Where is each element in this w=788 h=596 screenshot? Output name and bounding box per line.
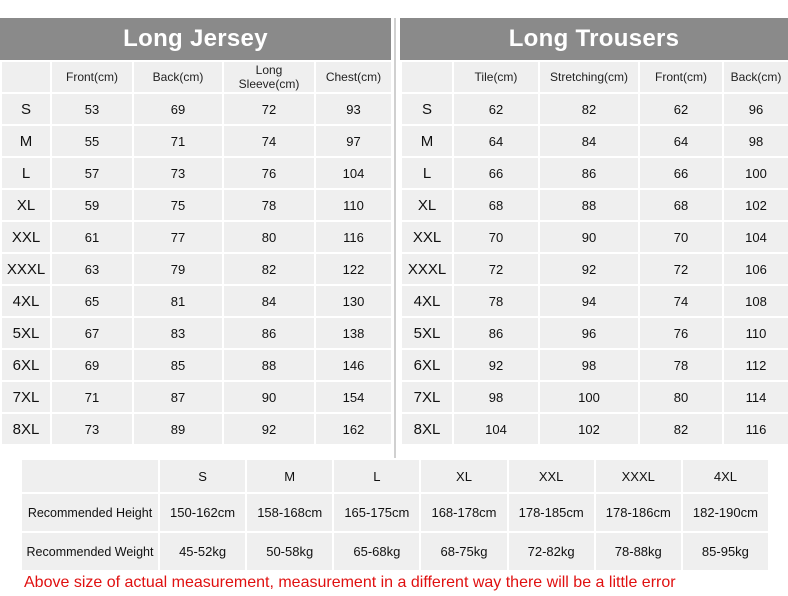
table-cell: 98	[539, 349, 639, 381]
table-row	[401, 349, 788, 381]
column-header: L	[333, 459, 420, 493]
column-header: XXL	[508, 459, 595, 493]
column-header: S	[159, 459, 246, 493]
table-cell: 62	[453, 93, 539, 125]
table-cell: 73	[51, 413, 133, 445]
table-header-row	[401, 61, 788, 93]
table-row	[401, 125, 788, 157]
column-header: Stretching(cm)	[539, 61, 639, 93]
table-cell: 59	[51, 189, 133, 221]
table-header-row	[21, 459, 769, 493]
table-cell: 83	[133, 317, 223, 349]
table-row	[1, 349, 392, 381]
table-cell: 138	[315, 317, 392, 349]
table-cell: 69	[133, 93, 223, 125]
table-cell: 81	[133, 285, 223, 317]
table-cell: 102	[539, 413, 639, 445]
table-cell: 96	[539, 317, 639, 349]
row-label-cell: L	[401, 157, 453, 189]
table-row	[401, 413, 788, 445]
table-cell: 168-178cm	[420, 493, 507, 532]
table-cell: 57	[51, 157, 133, 189]
table-cell: 110	[723, 317, 788, 349]
table-cell: 68	[453, 189, 539, 221]
row-label-cell: XL	[1, 189, 51, 221]
table-cell: 80	[639, 381, 723, 413]
table-row	[1, 221, 392, 253]
recommendation-table	[20, 458, 770, 572]
table-cell: 88	[223, 349, 315, 381]
row-label-cell: 7XL	[1, 381, 51, 413]
table-cell: 78	[639, 349, 723, 381]
column-header: 4XL	[682, 459, 769, 493]
table-row	[1, 125, 392, 157]
header-corner-cell	[21, 459, 159, 493]
table-cell: 67	[51, 317, 133, 349]
table-cell: 72	[639, 253, 723, 285]
table-cell: 66	[453, 157, 539, 189]
table-row	[1, 189, 392, 221]
table-cell: 86	[223, 317, 315, 349]
table-cell: 86	[539, 157, 639, 189]
table-row	[401, 93, 788, 125]
table-header-row	[1, 61, 392, 93]
table-cell: 106	[723, 253, 788, 285]
row-label-cell: Recommended Height	[21, 493, 159, 532]
row-label-cell: 6XL	[401, 349, 453, 381]
table-cell: 74	[639, 285, 723, 317]
table-row	[1, 285, 392, 317]
column-header: Front(cm)	[639, 61, 723, 93]
table-cell: 84	[539, 125, 639, 157]
table-row	[401, 285, 788, 317]
table-cell: 66	[639, 157, 723, 189]
table-cell: 178-185cm	[508, 493, 595, 532]
table-cell: 53	[51, 93, 133, 125]
column-header: XXXL	[595, 459, 682, 493]
column-header: Chest(cm)	[315, 61, 392, 93]
table-row	[21, 493, 769, 532]
table-row	[1, 317, 392, 349]
long-jersey-title: Long Jersey	[0, 18, 391, 60]
table-row	[1, 253, 392, 285]
table-cell: 112	[723, 349, 788, 381]
table-row	[1, 157, 392, 189]
row-label-cell: XXL	[1, 221, 51, 253]
row-label-cell: S	[401, 93, 453, 125]
row-label-cell: L	[1, 157, 51, 189]
table-cell: 146	[315, 349, 392, 381]
row-label-cell: 8XL	[401, 413, 453, 445]
row-label-cell: 5XL	[401, 317, 453, 349]
table-cell: 73	[133, 157, 223, 189]
row-label-cell: 8XL	[1, 413, 51, 445]
table-cell: 75	[133, 189, 223, 221]
table-cell: 154	[315, 381, 392, 413]
table-cell: 90	[223, 381, 315, 413]
table-row	[401, 221, 788, 253]
table-cell: 85-95kg	[682, 532, 769, 571]
table-cell: 100	[723, 157, 788, 189]
table-cell: 72	[453, 253, 539, 285]
table-cell: 110	[315, 189, 392, 221]
row-label-cell: 6XL	[1, 349, 51, 381]
table-row	[21, 532, 769, 571]
table-cell: 64	[639, 125, 723, 157]
table-cell: 62	[639, 93, 723, 125]
table-cell: 64	[453, 125, 539, 157]
table-cell: 104	[315, 157, 392, 189]
table-cell: 65	[51, 285, 133, 317]
header-corner-cell	[1, 61, 51, 93]
table-cell: 82	[223, 253, 315, 285]
table-cell: 55	[51, 125, 133, 157]
table-cell: 72-82kg	[508, 532, 595, 571]
table-cell: 76	[223, 157, 315, 189]
table-cell: 104	[453, 413, 539, 445]
table-cell: 84	[223, 285, 315, 317]
column-header: Long Sleeve(cm)	[223, 61, 315, 93]
row-label-cell: Recommended Weight	[21, 532, 159, 571]
row-label-cell: XXL	[401, 221, 453, 253]
row-label-cell: M	[401, 125, 453, 157]
column-header: Back(cm)	[723, 61, 788, 93]
table-cell: 122	[315, 253, 392, 285]
row-label-cell: S	[1, 93, 51, 125]
table-cell: 68	[639, 189, 723, 221]
table-cell: 71	[51, 381, 133, 413]
table-row	[1, 413, 392, 445]
table-cell: 78	[223, 189, 315, 221]
column-header: Tile(cm)	[453, 61, 539, 93]
table-cell: 165-175cm	[333, 493, 420, 532]
table-cell: 85	[133, 349, 223, 381]
table-cell: 102	[723, 189, 788, 221]
table-cell: 182-190cm	[682, 493, 769, 532]
table-cell: 65-68kg	[333, 532, 420, 571]
table-cell: 108	[723, 285, 788, 317]
table-cell: 97	[315, 125, 392, 157]
long-jersey-panel	[0, 18, 391, 446]
panel-divider	[394, 18, 396, 458]
table-cell: 82	[639, 413, 723, 445]
table-cell: 86	[453, 317, 539, 349]
table-cell: 92	[223, 413, 315, 445]
column-header: Back(cm)	[133, 61, 223, 93]
table-cell: 93	[315, 93, 392, 125]
table-cell: 70	[453, 221, 539, 253]
table-cell: 100	[539, 381, 639, 413]
table-cell: 78-88kg	[595, 532, 682, 571]
table-cell: 116	[315, 221, 392, 253]
table-cell: 98	[453, 381, 539, 413]
row-label-cell: XL	[401, 189, 453, 221]
table-cell: 69	[51, 349, 133, 381]
table-cell: 74	[223, 125, 315, 157]
table-cell: 178-186cm	[595, 493, 682, 532]
table-cell: 104	[723, 221, 788, 253]
column-header: Front(cm)	[51, 61, 133, 93]
table-cell: 92	[453, 349, 539, 381]
table-cell: 79	[133, 253, 223, 285]
table-cell: 72	[223, 93, 315, 125]
table-row	[1, 381, 392, 413]
row-label-cell: XXXL	[401, 253, 453, 285]
table-cell: 98	[723, 125, 788, 157]
table-cell: 87	[133, 381, 223, 413]
row-label-cell: 4XL	[1, 285, 51, 317]
table-row	[401, 189, 788, 221]
header-corner-cell	[401, 61, 453, 93]
table-cell: 82	[539, 93, 639, 125]
measurement-note: Above size of actual measurement, measurement in a different way there will be a little error	[24, 574, 676, 591]
recommendation-panel	[20, 458, 770, 572]
table-cell: 68-75kg	[420, 532, 507, 571]
table-cell: 89	[133, 413, 223, 445]
table-cell: 50-58kg	[246, 532, 333, 571]
column-header: M	[246, 459, 333, 493]
table-row	[401, 317, 788, 349]
table-row	[401, 253, 788, 285]
table-cell: 150-162cm	[159, 493, 246, 532]
table-cell: 96	[723, 93, 788, 125]
table-cell: 94	[539, 285, 639, 317]
row-label-cell: XXXL	[1, 253, 51, 285]
long-trousers-table	[400, 60, 788, 446]
table-cell: 76	[639, 317, 723, 349]
table-cell: 77	[133, 221, 223, 253]
long-trousers-panel	[400, 18, 788, 446]
table-cell: 162	[315, 413, 392, 445]
table-cell: 114	[723, 381, 788, 413]
table-cell: 130	[315, 285, 392, 317]
row-label-cell: 7XL	[401, 381, 453, 413]
table-cell: 71	[133, 125, 223, 157]
row-label-cell: 4XL	[401, 285, 453, 317]
long-jersey-table	[0, 60, 393, 446]
table-cell: 63	[51, 253, 133, 285]
row-label-cell: 5XL	[1, 317, 51, 349]
table-cell: 90	[539, 221, 639, 253]
table-cell: 70	[639, 221, 723, 253]
long-trousers-title: Long Trousers	[400, 18, 788, 60]
table-row	[401, 381, 788, 413]
table-cell: 80	[223, 221, 315, 253]
table-cell: 45-52kg	[159, 532, 246, 571]
row-label-cell: M	[1, 125, 51, 157]
table-cell: 61	[51, 221, 133, 253]
table-cell: 78	[453, 285, 539, 317]
column-header: XL	[420, 459, 507, 493]
table-row	[1, 93, 392, 125]
table-row	[401, 157, 788, 189]
table-cell: 92	[539, 253, 639, 285]
table-cell: 116	[723, 413, 788, 445]
table-cell: 88	[539, 189, 639, 221]
table-cell: 158-168cm	[246, 493, 333, 532]
